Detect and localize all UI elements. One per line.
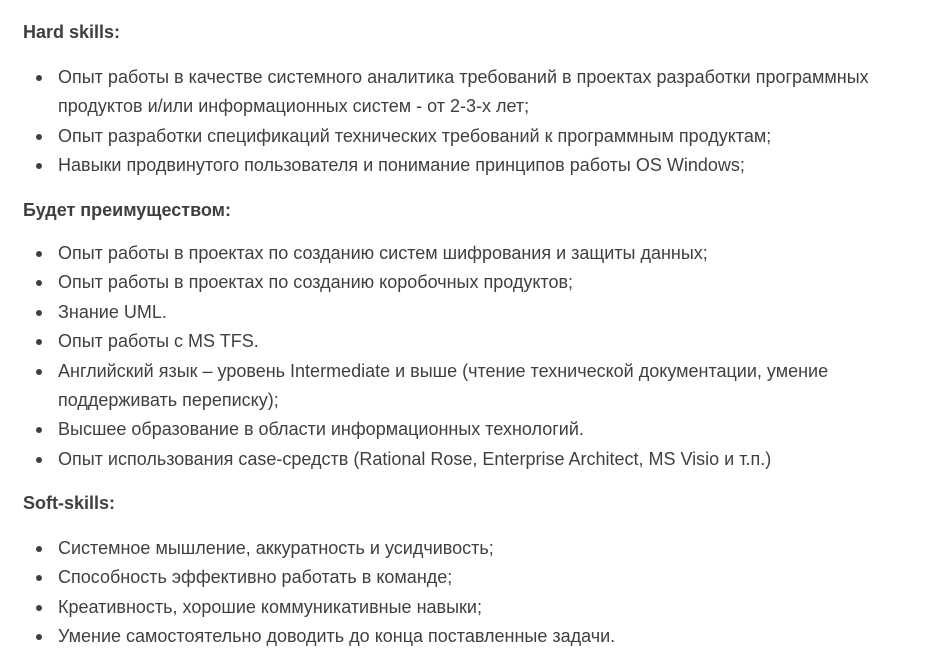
section-heading-soft-skills: Soft-skills:	[23, 493, 116, 513]
bullet-icon	[36, 251, 42, 257]
list-item-text: Опыт работы с MS TFS.	[58, 331, 259, 352]
list-item	[0, 239, 888, 268]
list-item	[0, 298, 888, 327]
list-item-text: Умение самостоятельно доводить до конца поставленные задачи.	[58, 626, 616, 647]
list-item	[0, 151, 888, 180]
bullet-icon	[36, 280, 42, 286]
list-item-text: Опыт работы в проектах по созданию коробочных продуктов;	[58, 272, 574, 293]
list-item	[0, 622, 888, 651]
list-item-text: Опыт работы в качестве системного аналитика требований в проектах разработки программных продуктов и/или информационных систем - от 2-3-х лет;	[58, 67, 869, 117]
list-item-text: Навыки продвинутого пользователя и понимание принципов работы OS Windows;	[58, 155, 745, 176]
bullet-icon	[36, 134, 42, 140]
list-item-text: Опыт использования case-средств (Rational Rose, Enterprise Architect, MS Visio и т.п.)	[58, 448, 772, 469]
bullet-icon	[36, 457, 42, 463]
list-item	[0, 534, 888, 563]
bullet-icon	[36, 546, 42, 552]
list-item-text: Способность эффективно работать в команде;	[58, 567, 453, 588]
bullet-icon	[36, 634, 42, 640]
list-item	[0, 593, 888, 622]
bullet-icon	[36, 369, 42, 375]
list-item	[0, 357, 888, 416]
bullet-icon	[36, 605, 42, 611]
list-item-text: Креативность, хорошие коммуникативные навыки;	[58, 596, 482, 617]
bullet-icon	[36, 310, 42, 316]
bullet-icon	[36, 163, 42, 169]
bullet-icon	[36, 575, 42, 581]
advantages-list	[0, 239, 888, 474]
list-item	[0, 63, 888, 122]
section-heading-hard-skills: Hard skills:	[23, 22, 121, 42]
list-item-text: Знание UML.	[58, 301, 167, 322]
list-item	[0, 327, 888, 356]
hard-skills-list	[0, 63, 888, 181]
bullet-icon	[36, 339, 42, 345]
list-item-text: Системное мышление, аккуратность и усидчивость;	[58, 538, 494, 558]
list-item-text: Опыт работы в проектах по созданию систем шифрования и защиты данных;	[58, 243, 708, 263]
bullet-icon	[36, 427, 42, 433]
section-heading-advantages: Будет преимуществом:	[23, 200, 231, 220]
soft-skills-list	[0, 534, 888, 652]
list-item-text: Опыт разработки спецификаций технических требований к программным продуктам;	[58, 125, 772, 146]
bullet-icon	[36, 75, 42, 81]
list-item	[0, 445, 888, 474]
list-item	[0, 268, 888, 297]
list-item	[0, 122, 888, 151]
list-item-text: Высшее образование в области информационных технологий.	[58, 419, 584, 440]
list-item-text: Английский язык – уровень Intermediate и выше (чтение технической документации, умение поддерживать переписку);	[58, 360, 829, 411]
list-item	[0, 415, 888, 444]
list-item	[0, 563, 888, 592]
